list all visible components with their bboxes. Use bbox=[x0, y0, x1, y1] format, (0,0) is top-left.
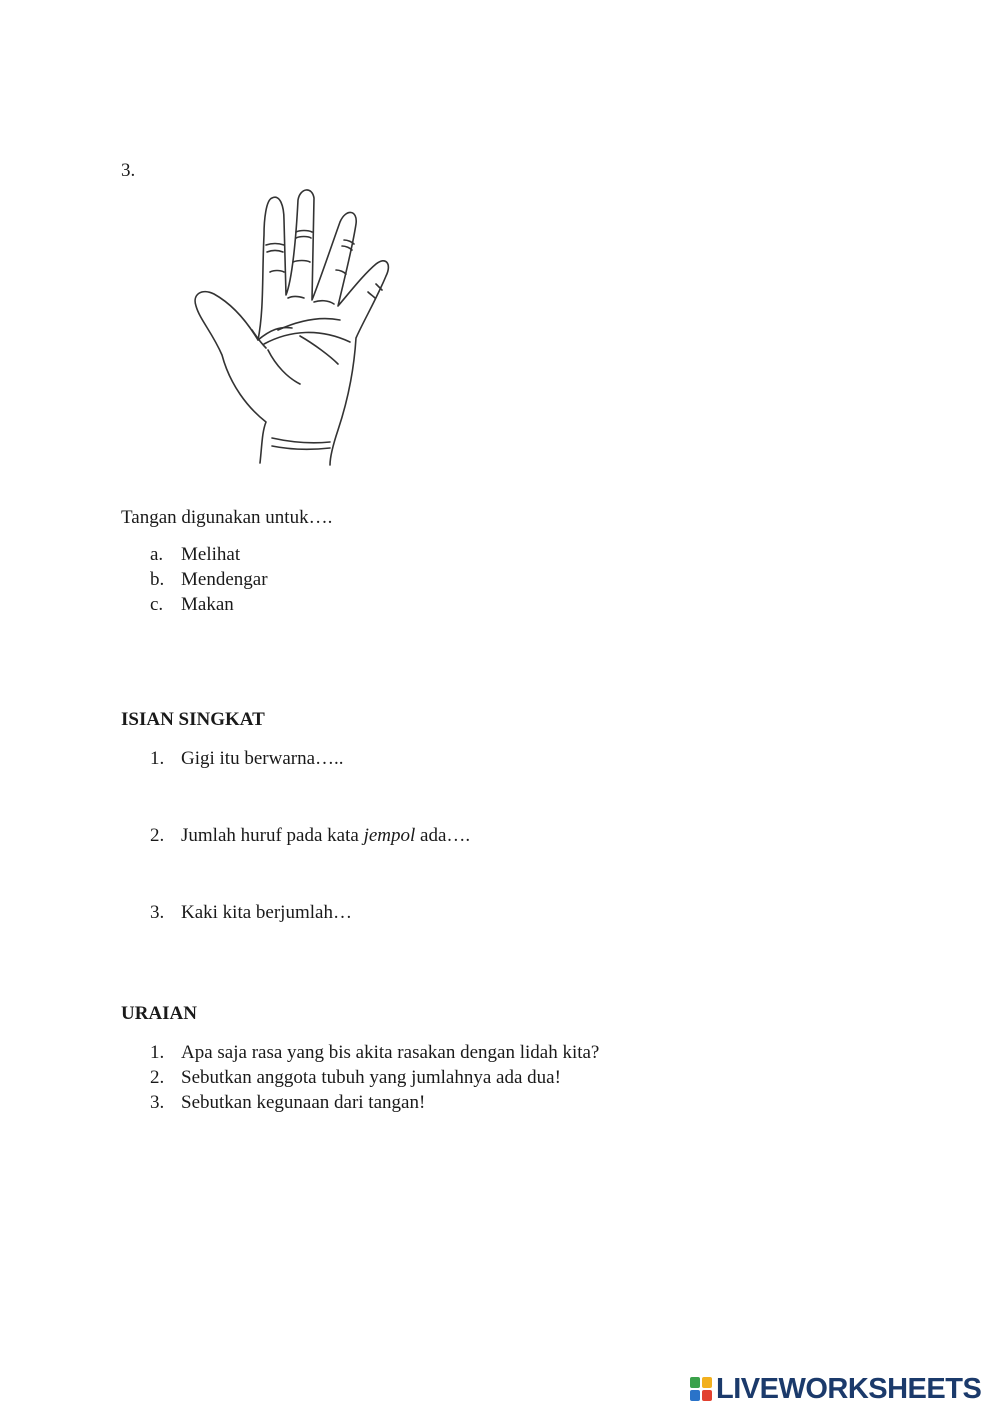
liveworksheets-logo[interactable] bbox=[690, 1372, 990, 1406]
item-marker: 1. bbox=[150, 748, 165, 769]
logo-square-icon bbox=[702, 1390, 712, 1401]
uraian-item-2 bbox=[150, 1067, 561, 1089]
option-a[interactable] bbox=[150, 544, 240, 566]
option-text: Melihat bbox=[181, 544, 241, 565]
item-text: Apa saja rasa yang bis akita rasakan dengan lidah kita? bbox=[181, 1042, 600, 1063]
logo-square-icon bbox=[702, 1377, 712, 1388]
option-text: Mendengar bbox=[181, 569, 268, 590]
isian-item-2 bbox=[150, 825, 470, 847]
item-marker: 3. bbox=[150, 1092, 165, 1113]
question-number: 3. bbox=[121, 160, 136, 181]
option-b[interactable] bbox=[150, 569, 268, 591]
option-c[interactable] bbox=[150, 594, 234, 616]
logo-square-icon bbox=[690, 1390, 700, 1401]
section-heading-uraian: URAIAN bbox=[121, 1003, 197, 1024]
logo-text: LIVEWORKSHEETS bbox=[716, 1372, 982, 1405]
item-marker: 2. bbox=[150, 825, 165, 846]
isian-item-1 bbox=[150, 748, 344, 770]
item-text: Sebutkan anggota tubuh yang jumlahnya ada dua! bbox=[181, 1067, 561, 1088]
item-text: Gigi itu berwarna….. bbox=[181, 748, 344, 769]
uraian-item-1 bbox=[150, 1042, 599, 1064]
open-hand-palm-icon bbox=[180, 180, 430, 470]
uraian-item-3 bbox=[150, 1092, 425, 1114]
item-text-italic: jempol bbox=[363, 825, 416, 846]
option-marker: a. bbox=[150, 544, 164, 565]
isian-item-3 bbox=[150, 902, 352, 924]
section-heading-isian-singkat: ISIAN SINGKAT bbox=[121, 709, 265, 730]
item-marker: 2. bbox=[150, 1067, 165, 1088]
option-marker: b. bbox=[150, 569, 165, 590]
item-text: Sebutkan kegunaan dari tangan! bbox=[181, 1092, 426, 1113]
option-marker: c. bbox=[150, 594, 164, 615]
item-marker: 3. bbox=[150, 902, 165, 923]
option-text: Makan bbox=[181, 594, 234, 615]
logo-square-icon bbox=[690, 1377, 700, 1388]
liveworksheets-logo-icon bbox=[690, 1377, 712, 1401]
item-text-before: Jumlah huruf pada kata bbox=[181, 825, 364, 846]
item-text: Kaki kita berjumlah… bbox=[181, 902, 352, 923]
item-marker: 1. bbox=[150, 1042, 165, 1063]
item-text-after: ada…. bbox=[415, 825, 471, 846]
question-stem: Tangan digunakan untuk…. bbox=[121, 507, 333, 528]
